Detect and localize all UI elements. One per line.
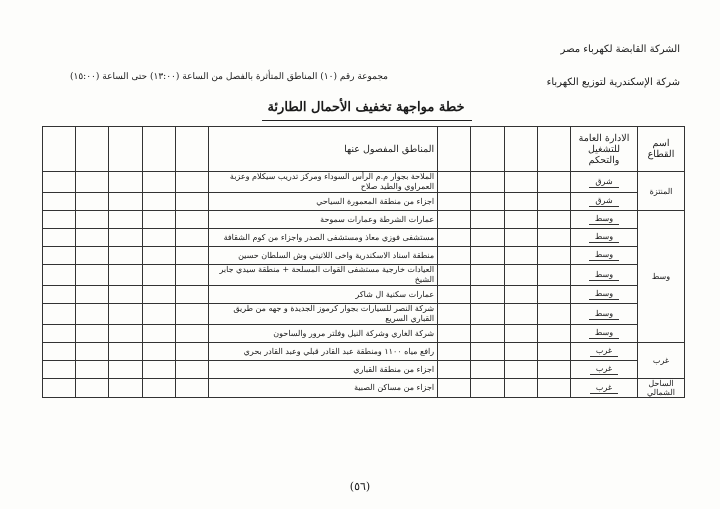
blank-cell [142,325,175,343]
area-text: الملاحة بجوار م.م الرأس السوداء ومركز تدريب سيكلام وعزبة العمراوي والطيد صلاح [229,172,435,191]
blank-cell [504,325,537,343]
dept-cell [571,172,638,193]
blank-cell [109,265,142,286]
blank-cell [142,379,175,398]
blank-cell [142,229,175,247]
blank-cell [438,286,471,304]
sector-cell: وسط [638,211,685,343]
blank-cell [175,361,208,379]
blank-cell [471,211,504,229]
area-cell [209,286,438,304]
dept-cell [571,247,638,265]
header-blank [471,127,504,172]
blank-cell [504,193,537,211]
blank-cell [438,172,471,193]
blank-cell [438,325,471,343]
dept-cell [571,211,638,229]
blank-cell [142,193,175,211]
blank-cell [76,229,109,247]
document-title: خطة مواجهة تخفيف الأحمال الطارئة [267,100,465,115]
blank-cell [76,286,109,304]
area-text: اجزاء من منطقة المعمورة السياحي [316,196,435,206]
blank-cell [43,193,76,211]
blank-cell [76,379,109,398]
area-cell [209,172,438,193]
blank-cell [504,286,537,304]
blank-cell [76,325,109,343]
area-cell [209,247,438,265]
blank-cell [43,247,76,265]
area-text: اجزاء من منطقة القباري [353,364,435,374]
dept-label: وسط [589,250,619,261]
blank-cell [76,343,109,361]
blank-cell [537,379,570,398]
table-row [43,172,685,193]
blank-cell [142,343,175,361]
blank-cell [175,229,208,247]
company-subsidiary: شركة الإسكندرية لتوزيع الكهرباء [546,77,680,88]
blank-cell [109,193,142,211]
dept-cell [571,361,638,379]
blank-cell [142,247,175,265]
dept-label: غرب [590,364,618,375]
blank-cell [537,172,570,193]
dept-label: وسط [589,214,619,225]
blank-cell [471,343,504,361]
blank-cell [76,361,109,379]
blank-cell [537,265,570,286]
blank-cell [537,325,570,343]
blank-cell [109,325,142,343]
area-cell [209,229,438,247]
blank-cell [471,325,504,343]
blank-cell [471,304,504,325]
blank-cell [471,286,504,304]
header-blank [43,127,76,172]
sector-cell: الساحل الشمالي [638,379,685,398]
blank-cell [109,229,142,247]
area-cell [209,343,438,361]
area-text: شركة النصر للسيارات بجوار كرموز الجديدة و جهه من طريق القباري السريع [233,304,435,323]
dept-cell [571,304,638,325]
blank-cell [175,247,208,265]
blank-cell [504,343,537,361]
blank-cell [175,265,208,286]
blank-cell [175,325,208,343]
area-cell [209,211,438,229]
blank-cell [43,304,76,325]
area-text: العيادات خارجية مستشفى القوات المسلحة + منطقة سيدي جابر الشيخ [219,265,435,284]
blank-cell [438,229,471,247]
blank-cell [175,286,208,304]
blank-cell [109,343,142,361]
table-row [43,379,685,398]
blank-cell [471,265,504,286]
blank-cell [175,172,208,193]
dept-label: وسط [589,328,619,339]
blank-cell [471,361,504,379]
group-schedule: مجموعة رقم (١٠) المناطق المتأثرة بالفصل من الساعة (١٣:٠٠) حتى الساعة (١٥:٠٠) [70,72,389,82]
dept-label: وسط [589,232,619,243]
area-text: عمارات الشرطة وعمارات سموحة [320,214,435,224]
blank-cell [438,211,471,229]
area-text: شركة الغاري وشركة النيل وفلتر مرور والساحون [273,328,435,338]
area-text: عمارات سكنية ال شاكر [355,289,435,299]
blank-cell [537,304,570,325]
area-cell [209,379,438,398]
sector-cell: المنتزة [638,172,685,211]
dept-cell [571,379,638,398]
blank-cell [438,265,471,286]
table-row [43,229,685,247]
blank-cell [175,379,208,398]
blank-cell [43,325,76,343]
blank-cell [142,211,175,229]
blank-cell [504,361,537,379]
area-text: منطقة اسناد الاسكندرية واخى اللاتيني وش السلطان حسين [238,250,435,260]
area-text: مستشفى فوزي معاذ ومستشفى الصدر واجزاء من كوم الشقافة [223,232,435,242]
table-row [43,343,685,361]
blank-cell [175,304,208,325]
blank-cell [504,247,537,265]
area-cell [209,193,438,211]
header-blank [537,127,570,172]
blank-cell [142,361,175,379]
blank-cell [471,172,504,193]
table-row [43,286,685,304]
dept-cell [571,325,638,343]
dept-cell [571,229,638,247]
blank-cell [76,265,109,286]
table-row [43,325,685,343]
dept-label: وسط [589,309,619,320]
blank-cell [471,247,504,265]
blank-cell [471,379,504,398]
blank-cell [109,361,142,379]
dept-cell [571,286,638,304]
area-text: رافع مياه ١١٠٠ ومنطقة عبد القادر قبلي وعبد القادر بحري [243,346,435,356]
blank-cell [43,265,76,286]
table-row [43,247,685,265]
blank-cell [43,229,76,247]
blank-cell [76,172,109,193]
blank-cell [504,379,537,398]
header-blank [76,127,109,172]
dept-cell [571,193,638,211]
table-header-row [43,127,685,172]
table-row [43,304,685,325]
table-row [43,361,685,379]
company-name: الشركة القابضة لكهرباء مصر [560,44,680,55]
blank-cell [109,379,142,398]
dept-cell [571,343,638,361]
header-blank [109,127,142,172]
blank-cell [175,343,208,361]
blank-cell [109,304,142,325]
dept-cell [571,265,638,286]
blank-cell [43,361,76,379]
blank-cell [504,304,537,325]
blank-cell [438,193,471,211]
load-shedding-table [42,126,685,398]
blank-cell [142,172,175,193]
blank-cell [471,193,504,211]
blank-cell [109,211,142,229]
blank-cell [76,304,109,325]
blank-cell [76,211,109,229]
blank-cell [537,229,570,247]
blank-cell [504,172,537,193]
blank-cell [438,247,471,265]
blank-cell [537,211,570,229]
header-sector: اسم القطاع [638,127,685,172]
dept-label: غرب [590,383,618,394]
page-number: (٥٦) [349,480,371,493]
blank-cell [537,361,570,379]
title-underline [262,120,472,121]
blank-cell [537,193,570,211]
blank-cell [43,286,76,304]
blank-cell [76,193,109,211]
blank-cell [43,211,76,229]
blank-cell [142,265,175,286]
dept-label: وسط [589,270,619,281]
header-blank [438,127,471,172]
table-row [43,265,685,286]
blank-cell [109,172,142,193]
table-row [43,193,685,211]
blank-cell [537,286,570,304]
header-areas: المناطق المفصول عنها [209,127,438,172]
blank-cell [438,343,471,361]
table-row [43,211,685,229]
header-blank [175,127,208,172]
blank-cell [504,229,537,247]
dept-label: غرب [590,346,618,357]
blank-cell [142,286,175,304]
sector-cell: غرب [638,343,685,379]
area-cell [209,304,438,325]
blank-cell [504,265,537,286]
area-text: اجزاء من مساكن الصبية [354,383,435,392]
blank-cell [175,193,208,211]
blank-cell [438,361,471,379]
blank-cell [438,379,471,398]
dept-label: وسط [589,289,619,300]
blank-cell [109,286,142,304]
header-blank [504,127,537,172]
dept-label: شرق [589,196,618,207]
blank-cell [438,304,471,325]
header-blank [142,127,175,172]
blank-cell [109,247,142,265]
blank-cell [76,247,109,265]
blank-cell [537,247,570,265]
dept-label: شرق [589,177,618,188]
blank-cell [43,343,76,361]
blank-cell [504,211,537,229]
area-cell [209,265,438,286]
blank-cell [537,343,570,361]
blank-cell [43,172,76,193]
area-cell [209,361,438,379]
blank-cell [142,304,175,325]
header-dept: الادارة العامة للتشغيل والتحكم [571,127,638,172]
blank-cell [175,211,208,229]
blank-cell [43,379,76,398]
blank-cell [471,229,504,247]
area-cell [209,325,438,343]
